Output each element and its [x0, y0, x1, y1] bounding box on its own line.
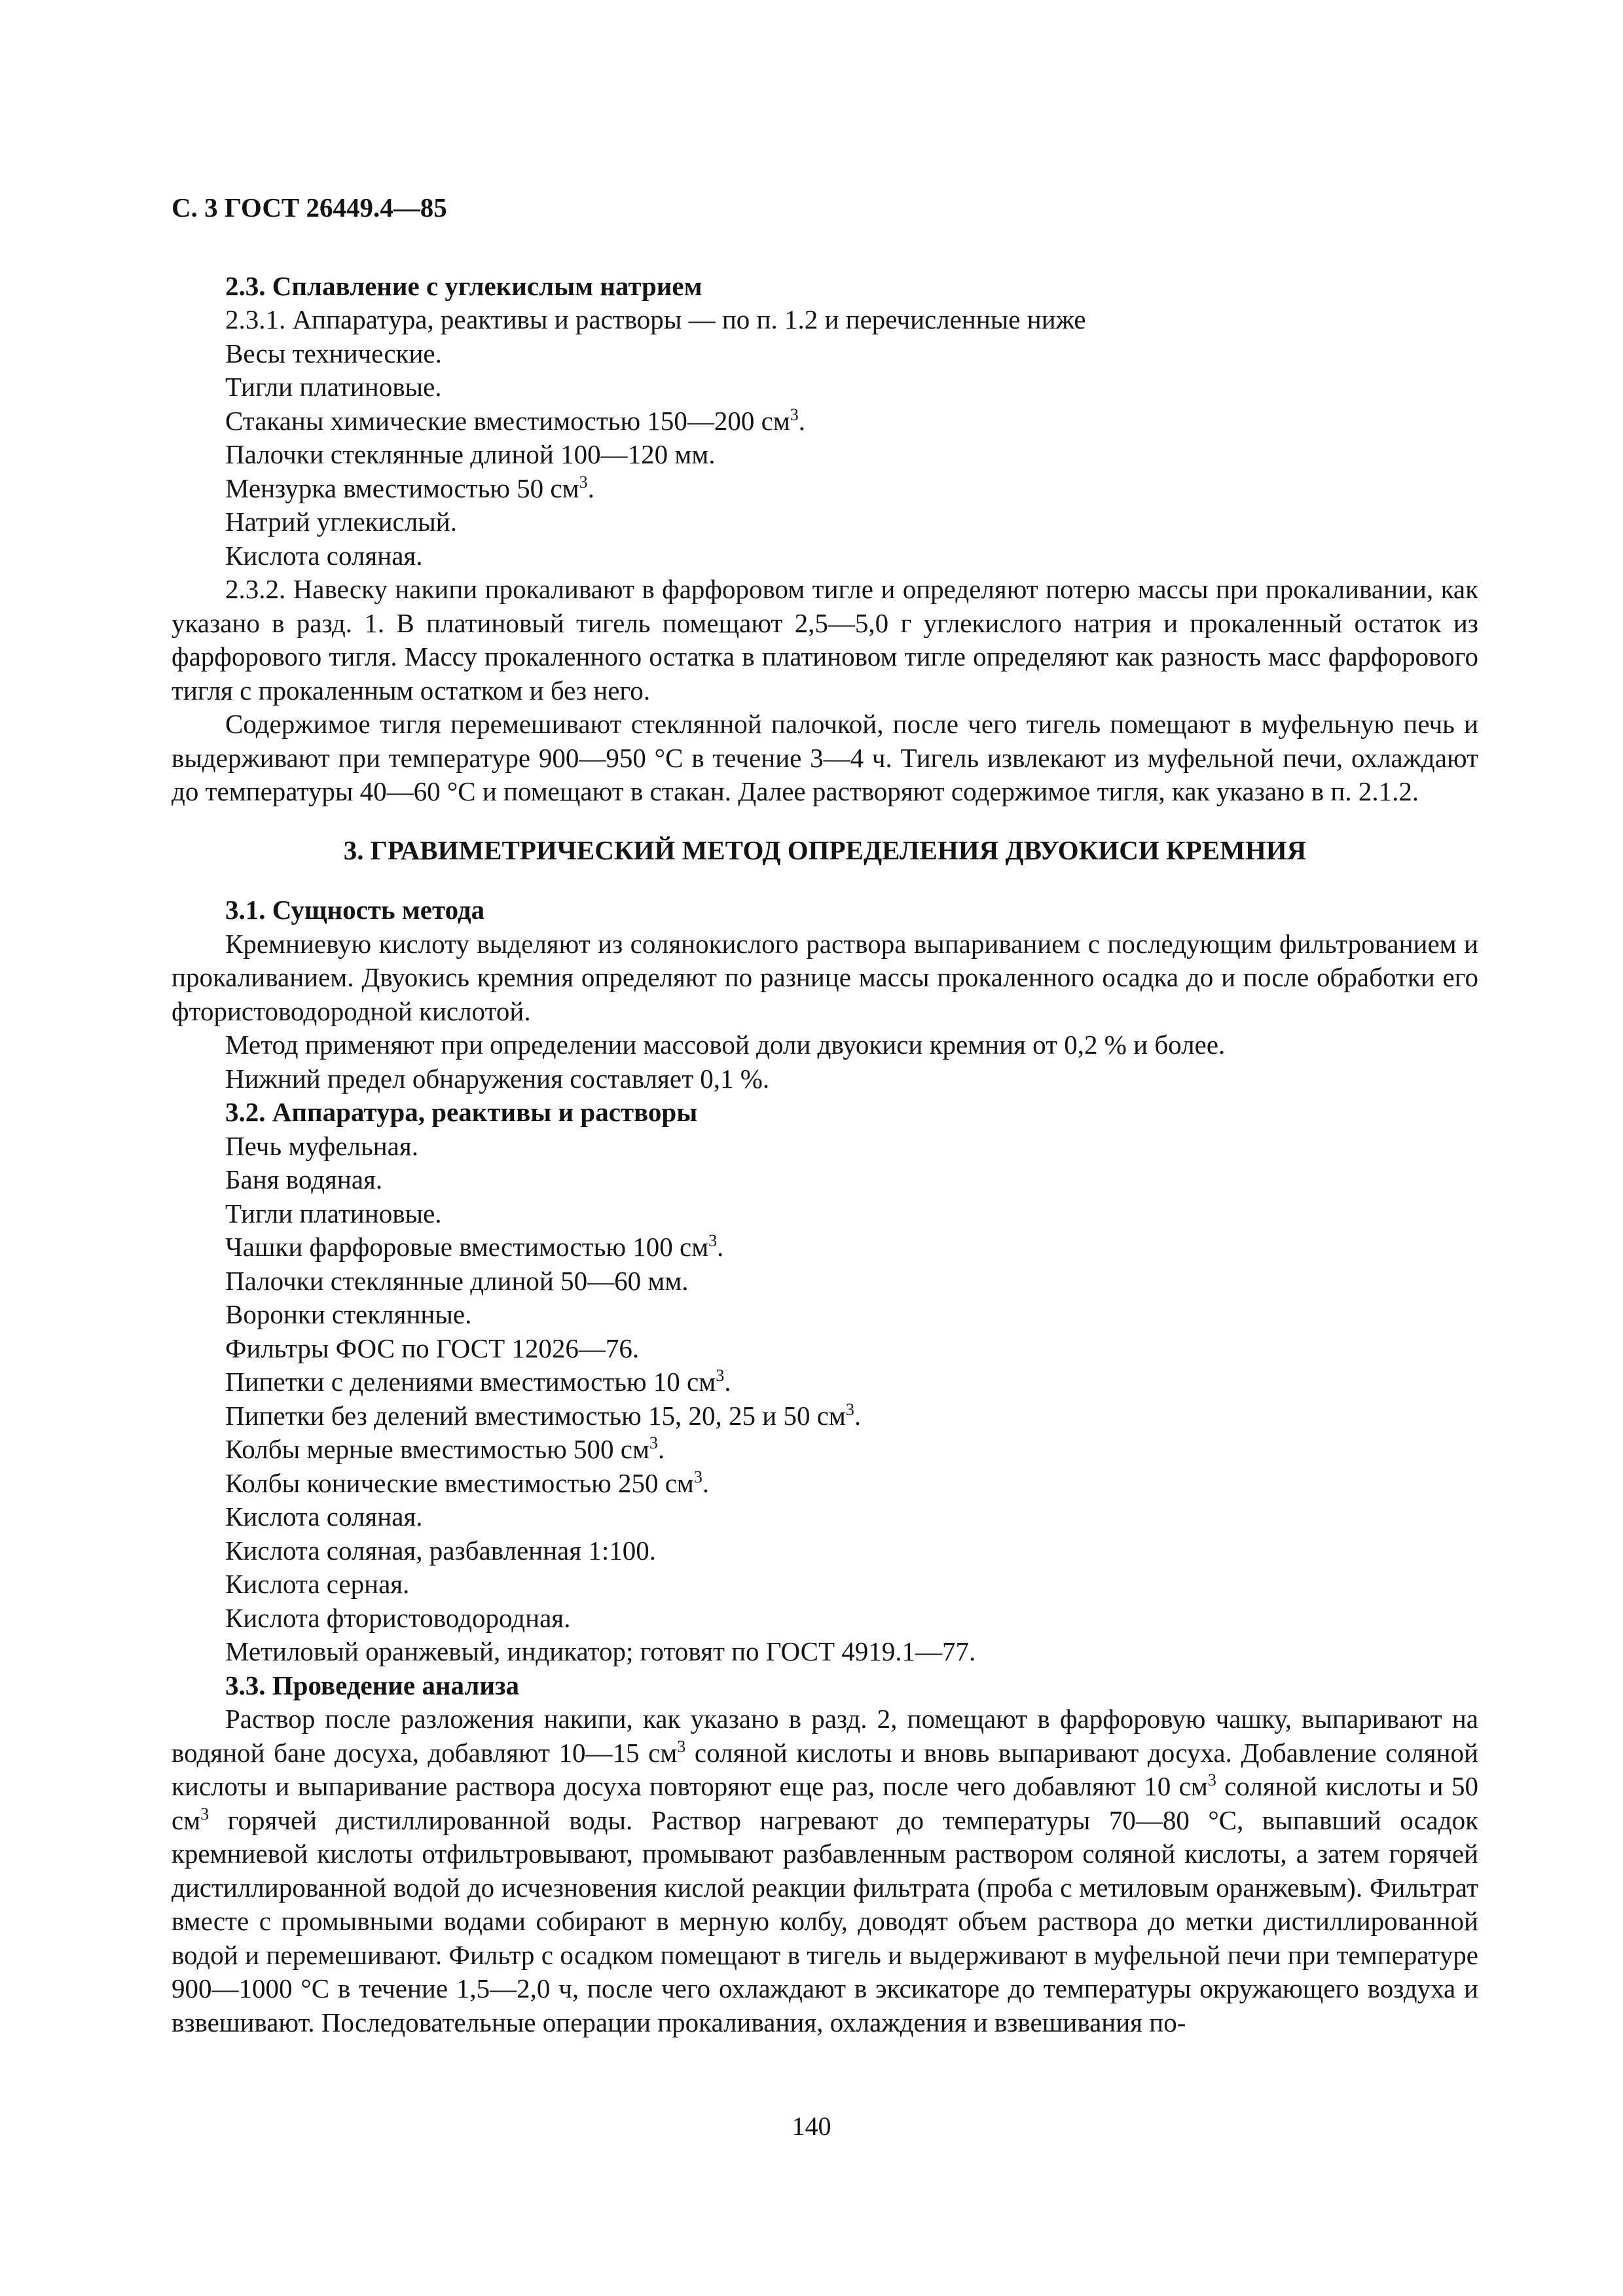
list-item: Воронки стеклянные.	[225, 1299, 472, 1329]
superscript: 3	[708, 1231, 718, 1250]
list-item-text: Пипетки без делений вместимостью 15, 20, 25 и 50 см	[225, 1400, 846, 1431]
superscript: 3	[579, 472, 588, 492]
list-item: Печь муфельная.	[225, 1130, 418, 1161]
list-item-text: Пипетки с делениями вместимостью 10 см	[225, 1367, 716, 1397]
section-3-title: 3. ГРАВИМЕТРИЧЕСКИЙ МЕТОД ОПРЕДЕЛЕНИЯ ДВУОКИСИ КРЕМНИЯ	[343, 834, 1307, 865]
paragraph-method-essence: Кремниевую кислоту выделяют из солянокислого раствора выпариванием с последующим фильтрованием и прокаливанием. Двуокись кремния определяют по разнице массы прокаленного осадка до и после обработки его фтористоводородной кислотой.	[172, 928, 1478, 1026]
list-item: Метиловый оранжевый, индикатор; готовят по ГОСТ 4919.1—77.	[225, 1636, 976, 1666]
text-run: Раствор после разложения накипи, как указано в разд. 2, помещают в фарфоровую чашку, выпаривают на водяной бане досуха, добавляют 10—15 см	[172, 1704, 1478, 1768]
list-item	[172, 404, 1478, 439]
list-item-end: .	[854, 1400, 862, 1431]
superscript: 3	[649, 1433, 658, 1452]
document-page	[172, 191, 1478, 2039]
superscript: 3	[677, 1736, 686, 1756]
list-item	[172, 1433, 1478, 1467]
section-3-3-title: 3.3. Проведение анализа	[225, 1670, 519, 1700]
list-item: Палочки стеклянные длиной 50—60 мм.	[225, 1265, 689, 1296]
text-run: горячей дистиллированной воды. Раствор нагревают до температуры 70—80 °С, выпавший осадок кремниевой кислоты отфильтровывают, промывают разбавленным раствором соляной кислоты, а затем горячей дистиллированной водой до исчезновения кислой реакции фильтрата (проба с метиловым оранжевым). Фильтрат вместе с промывными водами собирают в мерную колбу, доводят объем раствора до метки дистиллированной водой и перемешивают. Фильтр с осадком помещают в тигель и выдерживают в муфельной печи при температуре 900—1000 °С в течение 1,5—2,0 ч, после чего охлаждают в эксикаторе до температуры окружающего воздуха и взвешивают. Последовательные операции прокаливания, охлаждения и взвешивания по-	[172, 1804, 1478, 2037]
section-3-1-title: 3.1. Сущность метода	[225, 895, 485, 925]
section-3-2-title: 3.2. Аппаратура, реактивы и растворы	[225, 1097, 698, 1127]
text-run: соляной кислоты и 50 см	[172, 1771, 1478, 1835]
list-item-text: Стаканы химические вместимостью 150—200 см	[225, 405, 790, 436]
list-item	[172, 1467, 1478, 1501]
list-item-end: .	[798, 405, 806, 436]
paragraph-analysis-procedure	[172, 1702, 1478, 2039]
superscript: 3	[693, 1467, 702, 1486]
superscript: 3	[200, 1804, 210, 1823]
page-number: 140	[792, 2111, 831, 2141]
list-item: Баня водяная.	[225, 1164, 383, 1194]
superscript: 3	[716, 1366, 725, 1385]
superscript: 3	[1207, 1770, 1216, 1789]
paragraph-method-range: Метод применяют при определении массовой доли двуокиси кремния от 0,2 % и более.	[225, 1030, 1226, 1060]
list-item	[172, 1230, 1478, 1265]
list-item	[172, 1399, 1478, 1433]
list-item: Фильтры ФОС по ГОСТ 12026—76.	[225, 1333, 640, 1363]
list-item: Кислота соляная.	[225, 1501, 423, 1532]
list-item	[172, 472, 1478, 506]
section-2-3-title: 2.3. Сплавление с углекислым натрием	[225, 270, 702, 301]
list-item: Кислота фтористоводородная.	[225, 1602, 571, 1633]
list-item-end: .	[657, 1434, 665, 1464]
list-item: Кислота серная.	[225, 1569, 410, 1599]
list-item	[172, 1365, 1478, 1399]
superscript: 3	[790, 404, 799, 424]
list-item-text: Чашки фарфоровые вместимостью 100 см	[225, 1232, 709, 1262]
list-item-end: .	[702, 1467, 710, 1498]
list-item: Палочки стеклянные длиной 100—120 мм.	[225, 439, 716, 469]
paragraph-detection-limit: Нижний предел обнаружения составляет 0,1 %.	[225, 1063, 770, 1094]
list-item: Тигли платиновые.	[225, 372, 442, 402]
superscript: 3	[845, 1399, 854, 1419]
paragraph-2-3-1: 2.3.1. Аппаратура, реактивы и растворы — по п. 1.2 и перечисленные ниже	[225, 304, 1086, 334]
list-item: Натрий углекислый.	[225, 507, 457, 537]
list-item-end: .	[724, 1367, 731, 1397]
list-item-text: Колбы конические вместимостью 250 см	[225, 1467, 694, 1498]
list-item: Весы технические.	[225, 338, 442, 368]
list-item-text: Колбы мерные вместимостью 500 см	[225, 1434, 649, 1464]
paragraph-2-3-2: 2.3.2. Навеску накипи прокаливают в фарфоровом тигле и определяют потерю массы при прокаливании, как указано в разд. 1. В платиновый тигель помещают 2,5—5,0 г углекислого натрия и прокаленный остаток из фарфорового тигля. Массу прокаленного остатка в платиновом тигле определяют как разность масс фарфорового тигля с прокаленным остатком и без него.	[172, 574, 1478, 706]
list-item-text: Мензурка вместимостью 50 см	[225, 473, 579, 503]
list-item: Тигли платиновые.	[225, 1198, 442, 1229]
list-item: Кислота соляная.	[225, 540, 423, 571]
text-run: соляной кислоты и вновь выпаривают досуха. Добавление соляной кислоты и выпаривание раствора досуха повторяют еще раз, после чего добавляют 10 см	[172, 1737, 1478, 1801]
list-item-end: .	[587, 473, 594, 503]
list-item: Кислота соляная, разбавленная 1:100.	[225, 1535, 657, 1566]
page-header: С. 3 ГОСТ 26449.4—85	[172, 192, 447, 223]
list-item-end: .	[717, 1232, 724, 1262]
paragraph-crucible-content: Содержимое тигля перемешивают стеклянной палочкой, после чего тигель помещают в муфельную печь и выдерживают при температуре 900—950 °С в течение 3—4 ч. Тигель извлекают из муфельной печи, охлаждают до температуры 40—60 °С и помещают в стакан. Далее растворяют содержимое тигля, как указано в п. 2.1.2.	[172, 709, 1478, 806]
